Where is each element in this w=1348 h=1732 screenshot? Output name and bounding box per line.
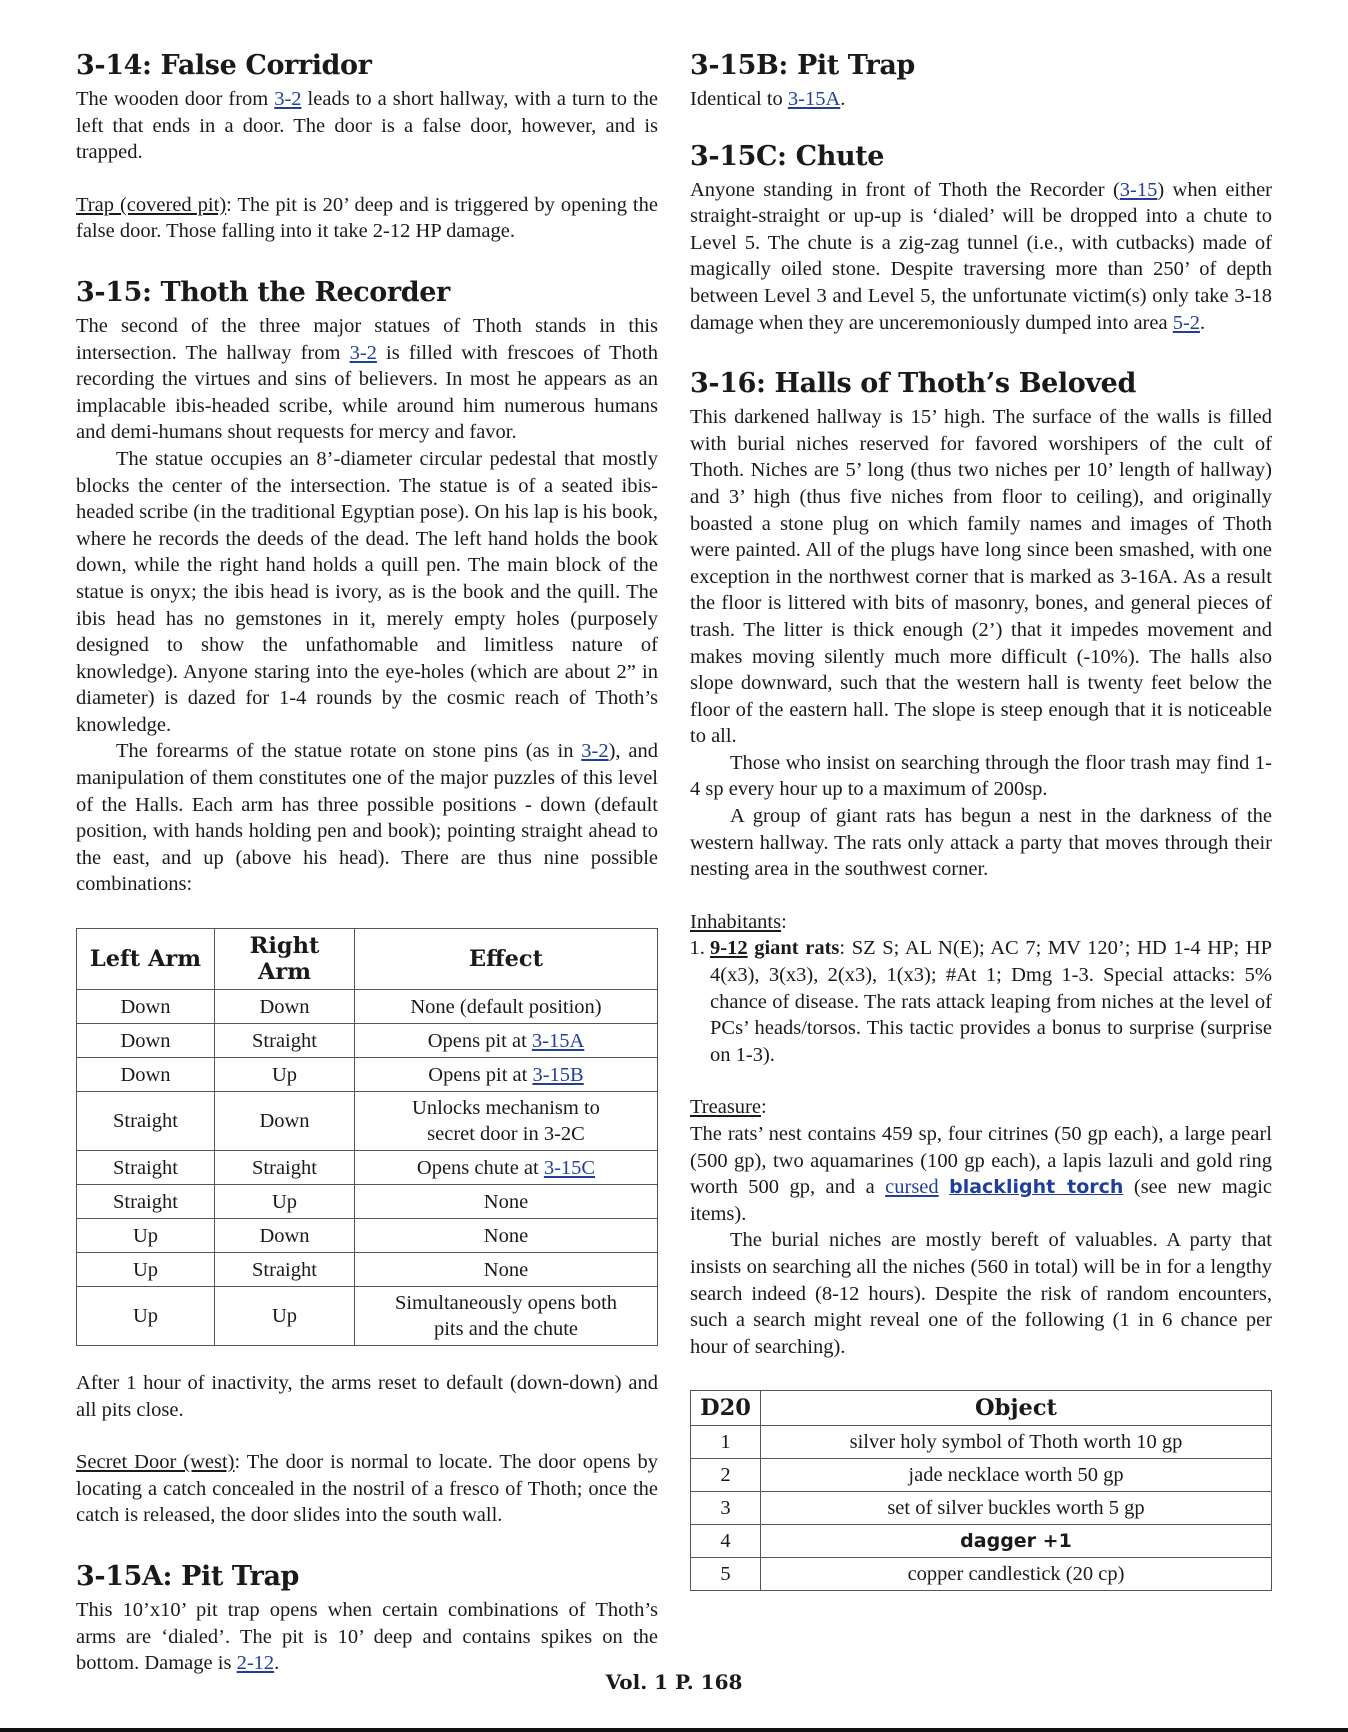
paragraph [76,313,658,446]
table-row [77,1058,658,1092]
table-header-row [77,929,658,990]
trap-label: Trap (covered pit) [76,193,227,216]
cell: Up [215,1185,355,1219]
table-row [77,1151,658,1185]
text: The rats’ nest contains 459 sp, four citrines (50 gp each), a large pearl (500 gp), two aquamarines (100 gp each), a lapis lazuli and gold ring worth 500 gp, and a [690,1123,1272,1199]
inhabitants-list [690,935,1272,1068]
cell: Straight [77,1185,215,1219]
cell: copper candlestick (20 cp) [761,1558,1272,1591]
text: Identical to [690,88,788,110]
secret-door-paragraph [76,1449,658,1529]
link-3-15c[interactable]: 3-15C [543,1156,596,1179]
link-2-12[interactable]: 2-12 [236,1652,275,1675]
cell: dagger +1 [761,1525,1272,1558]
text: : [760,1096,767,1119]
paragraph [76,738,658,898]
text: . [274,1652,280,1675]
cell: Down [77,1024,215,1058]
cell: None [355,1253,658,1287]
bottom-rule [0,1728,1348,1732]
link-3-15a[interactable]: 3-15A [787,88,841,110]
cell [355,1287,658,1346]
table-row [691,1459,1272,1492]
cell: Up [215,1287,355,1346]
cell: 3 [691,1492,761,1525]
text: Opens pit at [428,1063,533,1086]
treasure-heading [690,1094,1272,1121]
left-column [76,48,658,1677]
list-item [710,935,1272,1068]
paragraph [690,86,1272,113]
header-left-arm: Left Arm [77,929,215,990]
text: ) when either straight-straight or up-up is ‘dialed’ will be dropped into a chute to Level 5. The chute is a zig-zag tunnel (i.e., with cutbacks) made of magically oiled stone. Despite traversing more than 250’ of depth between Level 3 and Level 5, the unfortunate victim(s) only take 3-18 damage when they are unceremoniously dumped into area [690,178,1272,334]
table-row [77,1253,658,1287]
cell: 2 [691,1459,761,1492]
text: Opens chute at [416,1156,544,1179]
table-row [77,1024,658,1058]
text: leads to a short hallway, with a turn to the left that ends in a door. The door is a false door, however, and is trapped. [76,88,658,164]
cell: Straight [77,1092,215,1151]
cell: silver holy symbol of Thoth worth 10 gp [761,1426,1272,1459]
table-header-row [691,1391,1272,1426]
cell: Down [77,990,215,1024]
cell: jade necklace worth 50 gp [761,1459,1272,1492]
cell: Up [77,1287,215,1346]
text: : [781,910,787,933]
secret-door-label: Secret Door (west) [76,1451,235,1474]
table-row [77,1185,658,1219]
search-results-table [690,1390,1272,1591]
arm-combinations-table [76,928,658,1346]
text: The wooden door from [76,88,275,110]
cell [355,1092,658,1151]
cell: Down [215,1219,355,1253]
trap-paragraph [76,192,658,245]
text: is filled with frescoes of Thoth recording the virtues and sins of believers. In most he appears as an implacable ibis-headed scribe, while around him numerous humans and demi-humans shout requests for mercy and favor. [76,341,658,444]
text: ), and manipulation of them constitutes one of the major puzzles of this level of the Halls. Each arm has three possible positions - down (default position, with hands holding pen and book); pointing straight ahead to the east, and up (above his head). There are thus nine possible combinations: [76,740,658,896]
header-d20: D20 [691,1391,761,1426]
section-title-3-15a: 3-15A: Pit Trap [76,1561,300,1592]
treasure-label: Treasure [690,1096,761,1119]
text: secret door in 3-2C [427,1123,585,1146]
cell: Straight [215,1151,355,1185]
text: Anyone standing in front of Thoth the Recorder ( [690,178,1120,201]
cell: Straight [215,1253,355,1287]
cell: Down [215,990,355,1024]
table-row [77,1287,658,1346]
table-row [77,1092,658,1151]
cell: Straight [77,1151,215,1185]
text: pits and the chute [433,1318,579,1341]
cell: None [355,1185,658,1219]
section-title-3-15b: 3-15B: Pit Trap [690,50,915,81]
link-5-2[interactable]: 5-2 [1172,311,1201,334]
table-row [691,1426,1272,1459]
table-row [77,1219,658,1253]
cell: Up [77,1253,215,1287]
text: : The pit is 20’ deep and is triggered by opening the false door. Those falling into it take 2-12 HP damage. [76,193,658,243]
link-3-2[interactable]: 3-2 [274,88,302,110]
text: . [840,88,846,110]
cell: 5 [691,1558,761,1591]
paragraph: This darkened hallway is 15’ high. The surface of the walls is filled with burial niches reserved for favored worshipers of the cult of Thoth. Niches are 5’ long (thus two niches per 10’ length of hallway) and 3’ high (thus five niches from floor to ceiling), and originally boasted a stone plug on which family names and images of Thoth were painted. All of the plugs have long since been smashed, with one exception in the northwest corner that is marked as 3-16A. As a result the floor is littered with bits of masonry, bones, and general pieces of trash. The litter is thick enough (2’) that it impedes movement and makes moving silently much more difficult (-10%). The halls also slope downward, such that the western hall is twenty feet below the floor of the eastern hall. The slope is steep enough that it is noticeable to all. [690,406,1272,748]
paragraph [690,177,1272,337]
cell [355,1151,658,1185]
text [939,1176,949,1198]
paragraph: The burial niches are mostly bereft of valuables. A party that insists on searching all the niches (560 in total) will be in for a lengthy search indeed (8-12 hours). Despite the risk of random encounters, such a search might reveal one of the following (1 in 6 chance per hour of searching). [690,1229,1272,1358]
cell: None (default position) [355,990,658,1024]
table-row [77,990,658,1024]
paragraph: After 1 hour of inactivity, the arms reset to default (down-down) and all pits close. [76,1372,658,1421]
text: Unlocks mechanism to [412,1097,600,1120]
cell: 4 [691,1525,761,1558]
paragraph: A group of giant rats has begun a nest in the darkness of the western hallway. The rats only attack a party that moves through their nesting area in the southwest corner. [690,805,1272,881]
text: Simultaneously opens both [394,1292,618,1315]
header-object: Object [761,1391,1272,1426]
text: . [1200,311,1206,334]
cell [355,1058,658,1092]
cell: Up [77,1219,215,1253]
text: : The door is normal to locate. The door opens by locating a catch concealed in the nostril of a fresco of Thoth; once the catch is released, the door slides into the south wall. [76,1451,658,1527]
cell: 1 [691,1426,761,1459]
link-3-15a[interactable]: 3-15A [531,1029,585,1052]
cell: Up [215,1058,355,1092]
paragraph [690,1121,1272,1227]
link-3-2[interactable]: 3-2 [349,341,377,364]
header-effect: Effect [355,929,658,990]
section-title-3-16: 3-16: Halls of Thoth’s Beloved [690,368,1136,400]
rat-count-link[interactable]: 9-12 [710,937,748,960]
text: : SZ S; AL N(E); AC 7; MV 120’; HD 1-4 HP; HP 4(x3), 3(x3), 2(x3), 1(x3); #At 1; Dmg 1-3. Special attacks: 5% chance of disease. The rats attack leaping from niches at the level of PCs’ heads/torsos. This tactic provides a bonus to surprise (surprise on 1-3). [710,937,1272,1066]
right-column [690,48,1272,1591]
cell: Down [215,1092,355,1151]
table-row [691,1558,1272,1591]
table-row [691,1525,1272,1558]
page-number: Vol. 1 P. 168 [605,1670,743,1694]
text: (see new magic items). [690,1176,1273,1225]
text: giant rats [747,937,840,960]
link-blacklight-torch[interactable]: blacklight torch [949,1176,1124,1199]
text: The forearms of the statue rotate on stone pins (as in [116,740,582,763]
table-row [691,1492,1272,1525]
cell: None [355,1219,658,1253]
link-3-15b[interactable]: 3-15B [532,1063,584,1086]
cell: Straight [215,1024,355,1058]
text: Opens pit at [427,1029,532,1052]
section-title-3-15: 3-15: Thoth the Recorder [76,276,450,308]
section-title-3-15c: 3-15C: Chute [690,140,885,172]
inhabitants-label: Inhabitants [690,910,782,933]
cell: Down [77,1058,215,1092]
paragraph: The statue occupies an 8’-diameter circular pedestal that mostly blocks the center of the intersection. The statue is of a seated ibis-headed scribe (in the traditional Egyptian pose). On his lap is his book, where he records the deeds of the dead. The left hand holds the book down, while the right hand holds a quill pen. The main block of the statue is onyx; the ibis head is ivory, as is the book and the quill. The ibis head has no gemstones in it, merely empty holes (purposely designed to show the unfathomable and limitless nature of knowledge). Anyone staring into the eye-holes (which are about 2” in diameter) is dazed for 1-4 rounds by the cosmic reach of Thoth’s knowledge. [76,447,658,736]
header-right-arm: Right Arm [215,929,355,990]
paragraph [76,86,658,166]
section-title-3-14: 3-14: False Corridor [76,50,372,81]
link-3-15[interactable]: 3-15 [1119,178,1158,201]
link-3-2[interactable]: 3-2 [581,740,609,763]
paragraph: Those who insist on searching through the floor trash may find 1-4 sp every hour up to a maximum of 200sp. [690,751,1272,801]
link-cursed[interactable]: cursed [885,1176,939,1199]
cell: set of silver buckles worth 5 gp [761,1492,1272,1525]
cell [355,1024,658,1058]
paragraph [76,1597,658,1677]
text: This 10’x10’ pit trap opens when certain combinations of Thoth’s arms are ‘dialed’. The pit is 10’ deep and contains spikes on the bottom. Damage is [76,1599,658,1675]
inhabitants-heading [690,909,1272,936]
text: The second of the three major statues of Thoth stands in this intersection. The hallway from [76,314,658,364]
